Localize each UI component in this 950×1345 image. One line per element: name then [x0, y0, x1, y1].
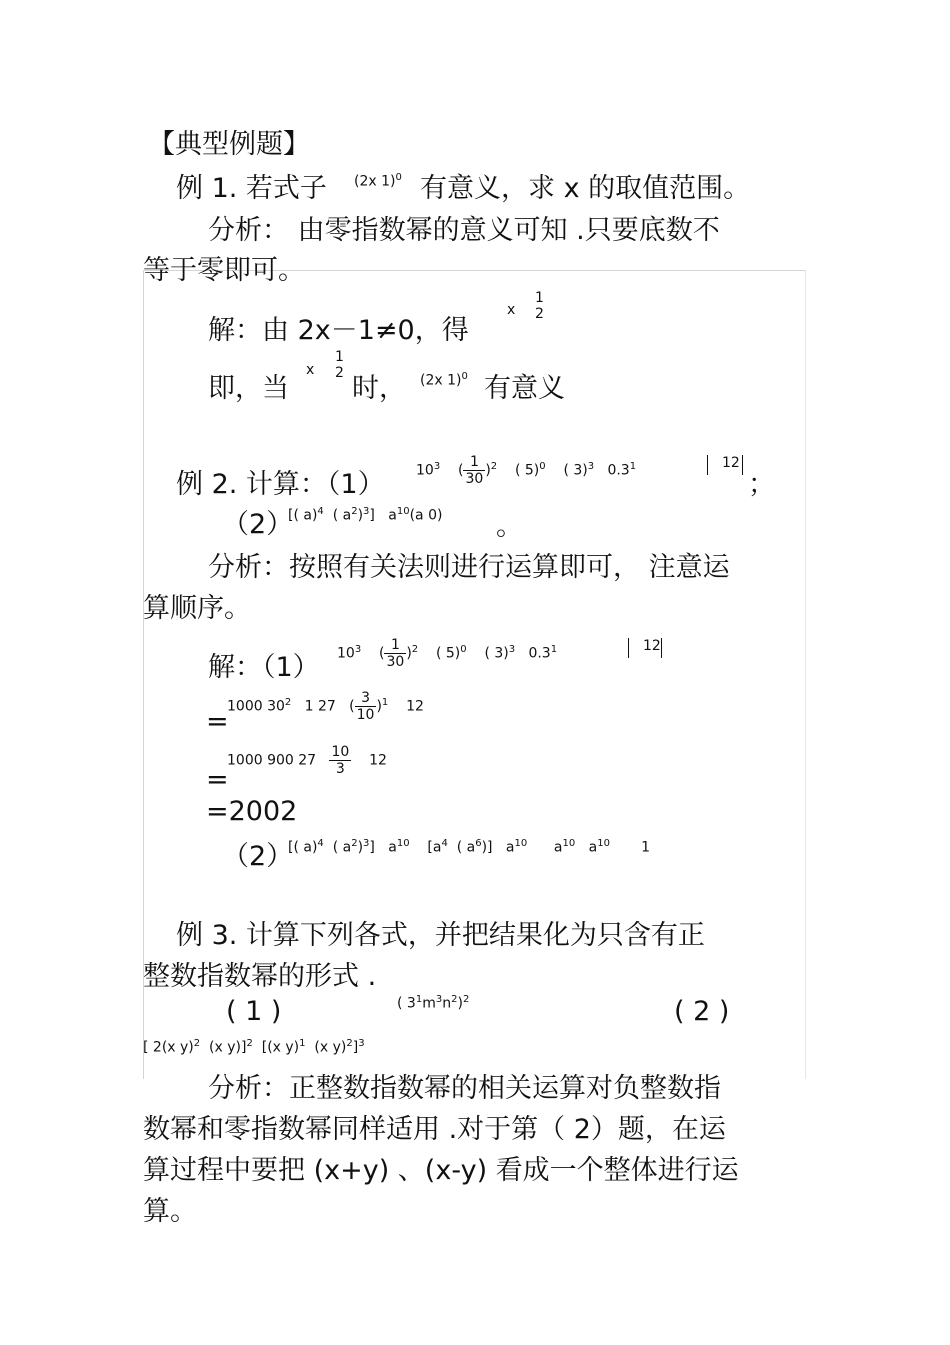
ex1-solution-line1: 解：由 2x－1≠0，得: [208, 315, 469, 346]
ex3-q2-expression: [ 2(x y)$^2$ (x y)]$^2$ [(x y)$^1$ (x y)$^2$]$^3$: [143, 1038, 365, 1056]
ex2-title: 例 2. 计算：（1）: [176, 469, 385, 500]
ex1-half-fraction: 1 2: [535, 290, 544, 322]
ex2-analysis-line1: 分析：按照有关法则进行运算即可， 注意运: [208, 552, 730, 583]
ex2-s2-expression: [( a)$^4$ ( $a^2)^3$] $a^{10}$ [$a^4$ ( $a^6$)] $a^{10}$ $a^{10}$ $a^{10}$ 1: [288, 838, 651, 856]
abs-bar-right: [742, 455, 743, 475]
ex1-expr: (2x 1)$^0$: [354, 172, 402, 190]
ex2-p1-abs-value: 12: [722, 455, 740, 471]
ex2-period: 。: [496, 511, 523, 542]
ex3-q2-label: ( 2 ): [674, 996, 730, 1027]
ex1-solution-line2-a: 即，当: [208, 373, 289, 404]
ex2-p1-expression: $10^3$ ( $\frac{1}{30}$ )$^2$ ( 5)$^0$ ( 3)$^3$ $0.3^1$: [416, 454, 637, 487]
ex1-x-symbol-2: x: [306, 362, 315, 378]
ex1-half-fraction-2: 1 2: [335, 349, 344, 381]
ex1-expr-2: (2x 1)$^0$: [420, 371, 468, 389]
ex1-title: 例 1. 若式子: [176, 173, 327, 204]
ex1-analysis-line1: 分析： 由零指数幂的意义可知 .只要底数不: [208, 215, 720, 246]
abs-bar-left-2: [628, 638, 629, 658]
step2-equals: =: [206, 764, 229, 795]
section-heading: 【典型例题】: [148, 129, 310, 160]
step2-expression: 1000 900 27 $\frac{10}{3}$ 12: [227, 744, 387, 777]
ex3-title-line1: 例 3. 计算下列各式，并把结果化为只含有正: [176, 920, 705, 951]
abs-bar-left: [707, 455, 708, 475]
ex1-solution-line2-b: 时，: [352, 373, 406, 404]
ex1-analysis-line2: 等于零即可。: [143, 255, 305, 286]
ex1-title-tail: 有意义，求 x 的取值范围。: [420, 173, 751, 204]
ex1-solution-line2-c: 有意义: [484, 373, 565, 404]
step1-expression: 1000 $30^2$ 1 27 ( $\frac{3}{10}$ )$^1$ 12: [227, 690, 424, 723]
ex2-p2-expression: [( a)$^4$ ( $a^2)^3$] $a^{10}(a$ 0): [288, 506, 443, 524]
ex2-analysis-line2: 算顺序。: [143, 593, 251, 624]
ex2-semicolon: ；: [748, 469, 775, 500]
ex2-solution-expression: $10^3$ ( $\frac{1}{30}$ )$^2$ ( 5)$^0$ ( 3)$^3$ $0.3^1$: [337, 637, 558, 670]
ex2-p2-label: （2）: [222, 509, 294, 540]
ex3-analysis-line4: 算。: [143, 1196, 197, 1227]
ex3-title-line2: 整数指数幂的形式 .: [143, 961, 377, 992]
ex3-q1-label: ( 1 ): [226, 996, 282, 1027]
result: =2002: [206, 796, 298, 827]
abs-bar-right-2: [661, 638, 662, 658]
ex2-s2-label: （2）: [222, 841, 294, 872]
ex3-analysis-line2: 数幂和零指数幂同样适用 .对于第（ 2）题，在运: [143, 1114, 726, 1145]
ex1-x-symbol: x: [507, 302, 516, 318]
ex3-analysis-line3: 算过程中要把 (x+y) 、(x-y) 看成一个整体进行运: [143, 1155, 739, 1186]
ex3-q1-expression: ( $3^1m^3n^2)^2$: [397, 994, 470, 1012]
step1-equals: =: [206, 706, 229, 737]
ex2-solution-label: 解：（1）: [208, 652, 320, 683]
ex3-analysis-line1: 分析：正整数指数幂的相关运算对负整数指: [208, 1073, 721, 1104]
ex2-solution-abs-value: 12: [643, 638, 661, 654]
